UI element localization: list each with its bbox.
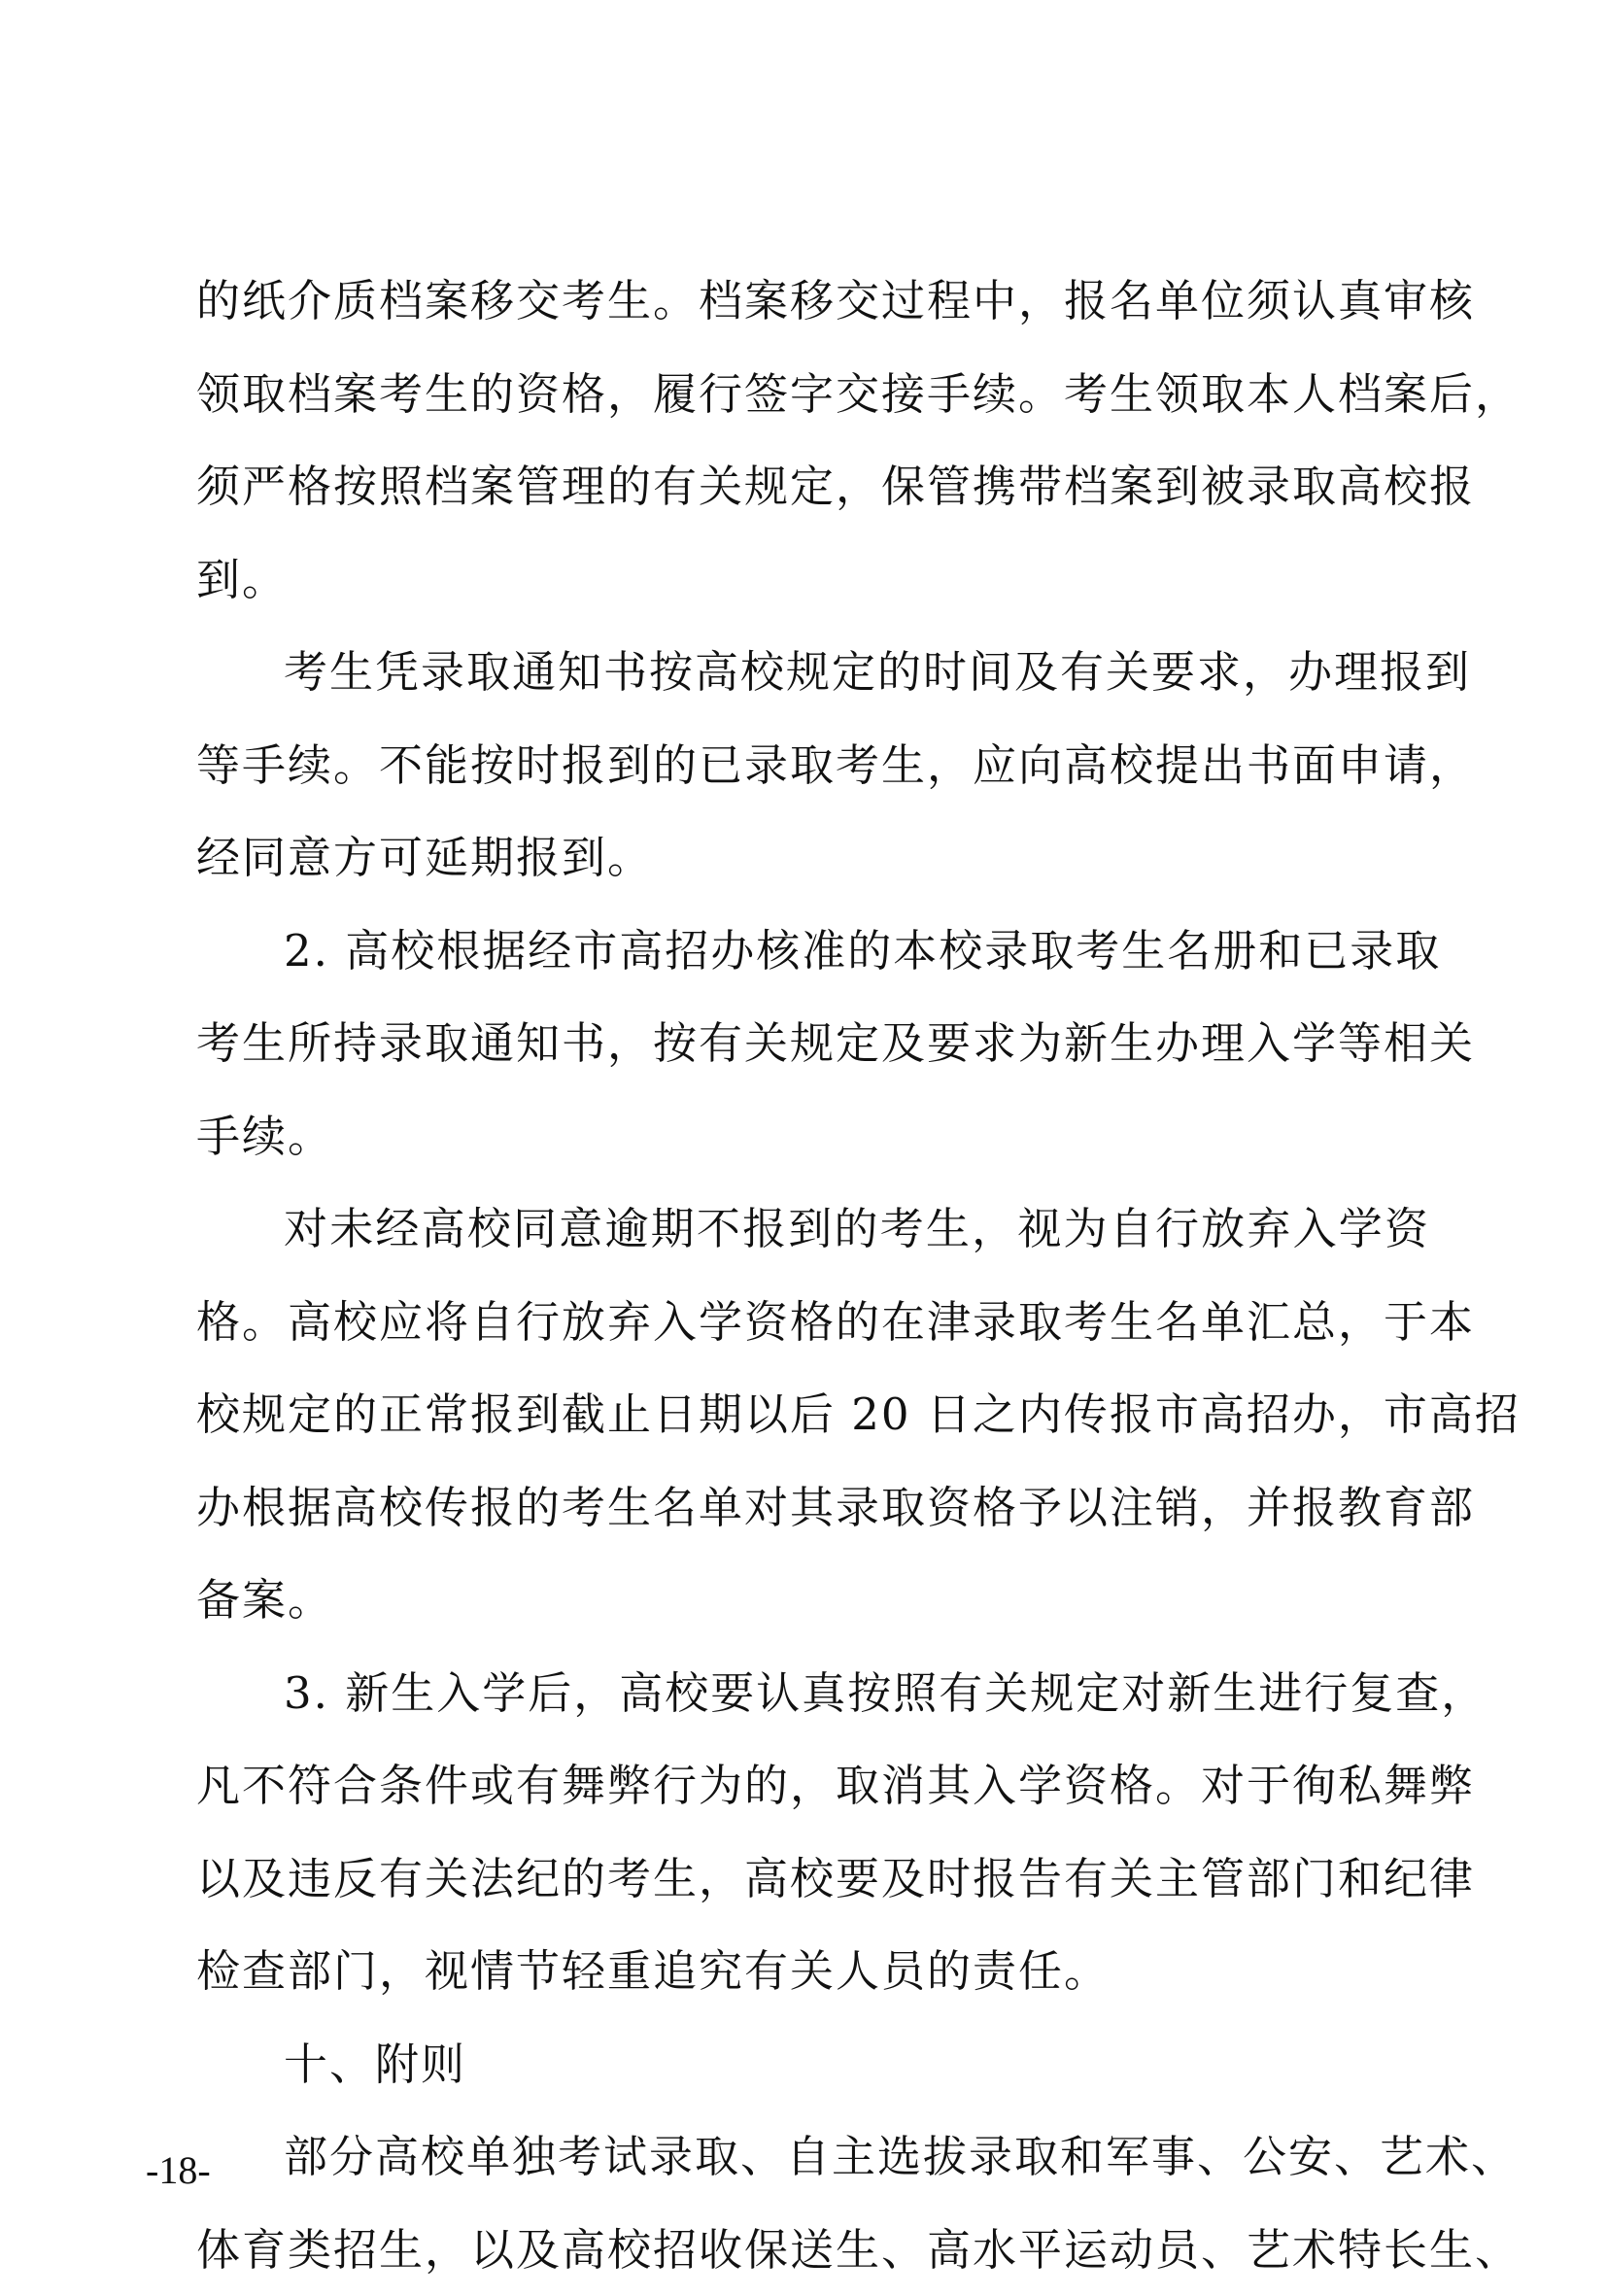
text-line: 考生凭录取通知书按高校规定的时间及有关要求，办理报到 (196, 626, 1430, 719)
text-line: 到。 (196, 533, 1430, 627)
page-number: -18- (146, 2147, 211, 2193)
text-line: 十、附则 (196, 2018, 1430, 2111)
text-line: 办根据高校传报的考生名单对其录取资格予以注销，并报教育部 (196, 1461, 1430, 1555)
text-line: 领取档案考生的资格，履行签字交接手续。考生领取本人档案后， (196, 348, 1430, 441)
text-line: 的纸介质档案移交考生。档案移交过程中，报名单位须认真审核 (196, 255, 1430, 348)
text-line: 备案。 (196, 1554, 1430, 1647)
text-line: 格。高校应将自行放弃入学资格的在津录取考生名单汇总，于本 (196, 1276, 1430, 1369)
text-line: 校规定的正常报到截止日期以后 20 日之内传报市高招办，市高招 (196, 1368, 1430, 1461)
text-line: 体育类招生，以及高校招收保送生、高水平运动员、艺术特长生、 (196, 2204, 1430, 2296)
text-line: 对未经高校同意逾期不报到的考生，视为自行放弃入学资 (196, 1182, 1430, 1276)
text-line: 部分高校单独考试录取、自主选拔录取和军事、公安、艺术、 (196, 2110, 1430, 2204)
text-line: 以及违反有关法纪的考生，高校要及时报告有关主管部门和纪律 (196, 1833, 1430, 1926)
text-line: 等手续。不能按时报到的已录取考生，应向高校提出书面申请， (196, 719, 1430, 812)
text-line: 3. 新生入学后，高校要认真按照有关规定对新生进行复查， (196, 1647, 1430, 1740)
text-line: 考生所持录取通知书，按有关规定及要求为新生办理入学等相关 (196, 997, 1430, 1090)
text-line: 凡不符合条件或有舞弊行为的，取消其入学资格。对于徇私舞弊 (196, 1739, 1430, 1833)
text-line: 须严格按照档案管理的有关规定，保管携带档案到被录取高校报 (196, 440, 1430, 533)
text-line: 2. 高校根据经市高招办核准的本校录取考生名册和已录取 (196, 905, 1430, 998)
text-line: 检查部门，视情节轻重追究有关人员的责任。 (196, 1925, 1430, 2018)
text-line: 经同意方可延期报到。 (196, 811, 1430, 905)
document-body (196, 255, 1430, 2296)
text-line: 手续。 (196, 1090, 1430, 1183)
